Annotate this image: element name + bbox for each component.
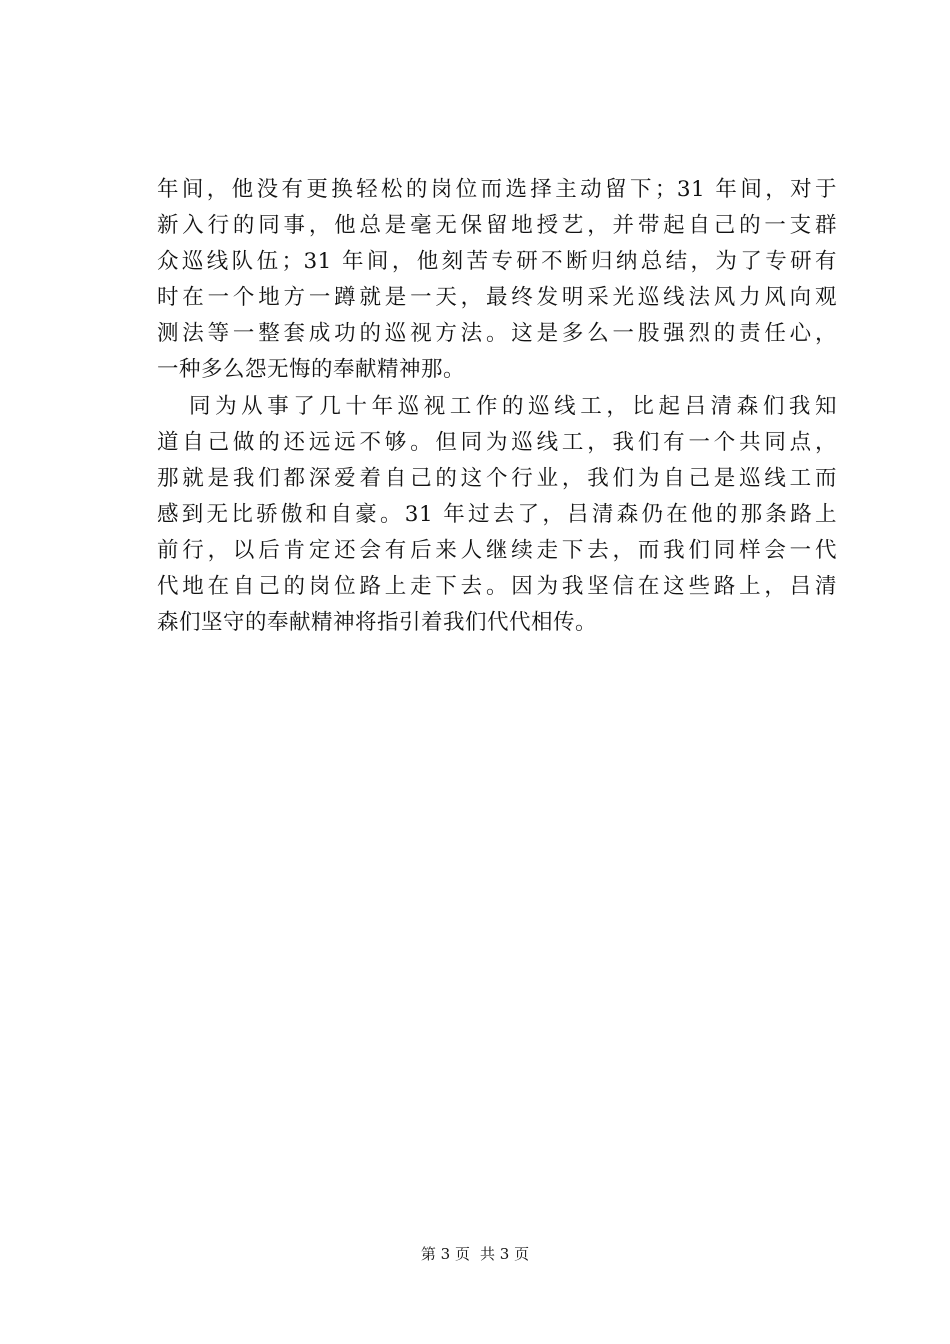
page-footer [0,1244,950,1264]
text-line: 测法等一整套成功的巡视方法。这是多么一股强烈的责任心， [157,321,837,347]
text-line: 森们坚守的奉献精神将指引着我们代代相传。 [157,610,598,636]
text-line: 前行，以后肯定还会有后来人继续走下去，而我们同样会一代 [157,537,837,563]
text-line: 时在一个地方一蹲就是一天，最终发明采光巡线法风力风向观 [157,285,837,311]
text-line: 感到无比骄傲和自豪。31 年过去了，吕清森仍在他的那条路上 [157,501,837,527]
document-body [157,172,837,641]
paragraph [157,172,837,389]
text-line: 同为从事了几十年巡视工作的巡线工，比起吕清森们我知 [189,393,837,419]
text-line: 一种多么怨无悔的奉献精神那。 [157,357,466,383]
text-line: 那就是我们都深爱着自己的这个行业，我们为自己是巡线工而 [157,465,837,491]
text-line: 年间，他没有更换轻松的岗位而选择主动留下；31 年间，对于 [157,177,837,202]
paragraph [157,389,837,642]
page-total: 共 3 页 [480,1245,530,1263]
text-line: 众巡线队伍；31 年间，他刻苦专研不断归纳总结，为了专研有 [157,249,837,275]
text-line: 道自己做的还远远不够。但同为巡线工，我们有一个共同点， [157,429,837,455]
page-number: 第 3 页 [420,1245,470,1263]
text-line: 代地在自己的岗位路上走下去。因为我坚信在这些路上，吕清 [157,574,837,600]
text-line: 新入行的同事，他总是毫无保留地授艺，并带起自己的一支群 [157,213,837,239]
